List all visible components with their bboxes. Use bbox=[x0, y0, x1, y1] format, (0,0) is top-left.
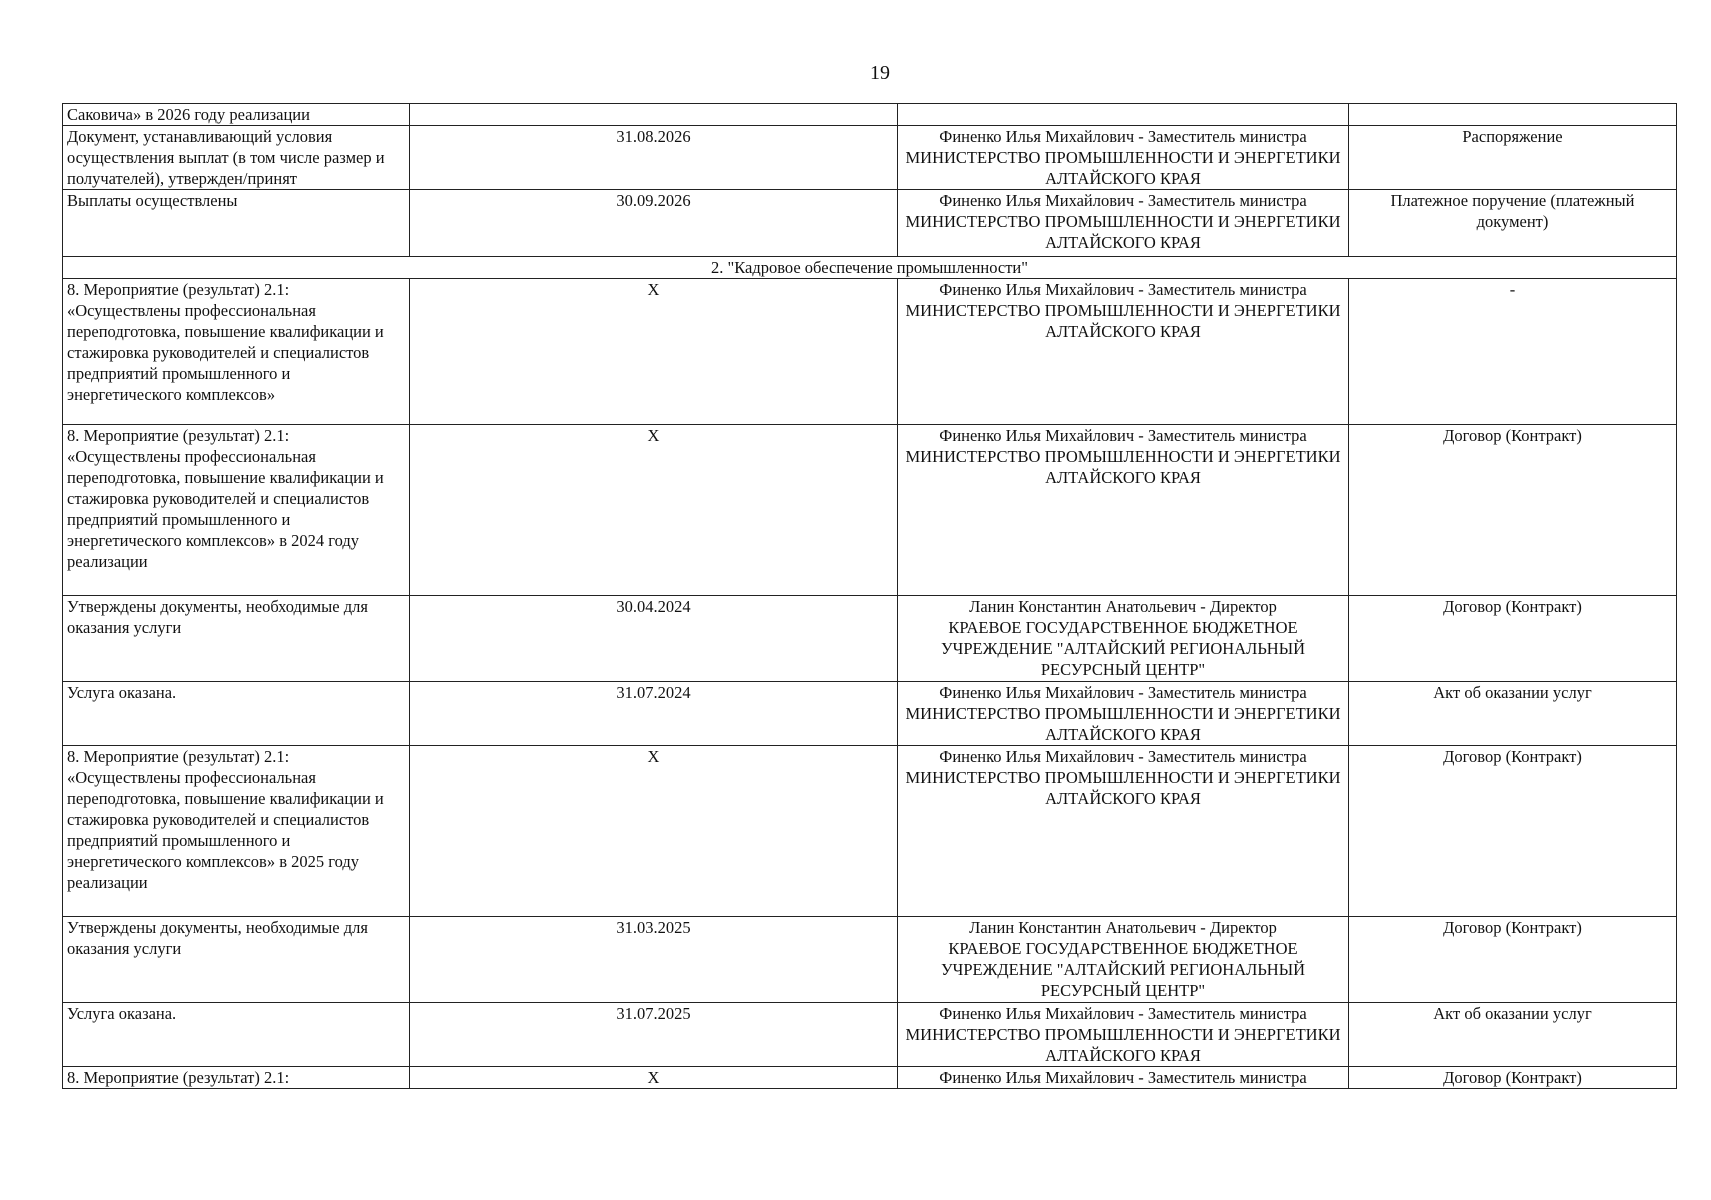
deadline-cell: 30.09.2026 bbox=[410, 190, 898, 257]
event-name-cell: 8. Мероприятие (результат) 2.1: bbox=[63, 1067, 410, 1089]
responsible-person: Финенко Илья Михайлович - Заместитель министра bbox=[939, 1068, 1307, 1087]
event-name-cell: 8. Мероприятие (результат) 2.1: «Осуществлены профессиональная переподготовка, повышение квалификации и стажировка руководителей и специалистов предприятий промышленного и энергетического комплексов» bbox=[63, 279, 410, 425]
responsible-cell bbox=[898, 279, 1349, 425]
deadline-cell: 31.07.2025 bbox=[410, 1003, 898, 1067]
table-row bbox=[63, 1067, 1677, 1089]
responsible-cell bbox=[898, 917, 1349, 1003]
responsible-cell bbox=[898, 104, 1349, 126]
table-row bbox=[63, 126, 1677, 190]
responsible-organization: МИНИСТЕРСТВО ПРОМЫШЛЕННОСТИ И ЭНЕРГЕТИКИ АЛТАЙСКОГО КРАЯ bbox=[905, 447, 1341, 487]
responsible-person: Финенко Илья Михайлович - Заместитель министра bbox=[939, 191, 1307, 210]
event-name-cell: Документ, устанавливающий условия осуществления выплат (в том числе размер и получателей), утвержден/принят bbox=[63, 126, 410, 190]
responsible-person: Ланин Константин Анатольевич - Директор bbox=[969, 597, 1277, 616]
event-name-cell: 8. Мероприятие (результат) 2.1: «Осуществлены профессиональная переподготовка, повышение квалификации и стажировка руководителей и специалистов предприятий промышленного и энергетического комплексов» в 2025 году реализации bbox=[63, 746, 410, 917]
responsible-cell bbox=[898, 746, 1349, 917]
event-name-cell: Саковича» в 2026 году реализации bbox=[63, 104, 410, 126]
event-name-cell: Услуга оказана. bbox=[63, 682, 410, 746]
section-row bbox=[63, 257, 1677, 279]
table-row bbox=[63, 104, 1677, 126]
deadline-cell: 31.07.2024 bbox=[410, 682, 898, 746]
table-row bbox=[63, 425, 1677, 596]
responsible-organization: МИНИСТЕРСТВО ПРОМЫШЛЕННОСТИ И ЭНЕРГЕТИКИ АЛТАЙСКОГО КРАЯ bbox=[905, 301, 1341, 341]
document-type-cell: Акт об оказании услуг bbox=[1349, 1003, 1677, 1067]
table-row bbox=[63, 279, 1677, 425]
deadline-cell: 31.03.2025 bbox=[410, 917, 898, 1003]
responsible-organization: КРАЕВОЕ ГОСУДАРСТВЕННОЕ БЮДЖЕТНОЕ УЧРЕЖДЕНИЕ "АЛТАЙСКИЙ РЕГИОНАЛЬНЫЙ РЕСУРСНЫЙ ЦЕНТР" bbox=[940, 618, 1306, 679]
responsible-person: Финенко Илья Михайлович - Заместитель министра bbox=[939, 127, 1307, 146]
responsible-organization: МИНИСТЕРСТВО ПРОМЫШЛЕННОСТИ И ЭНЕРГЕТИКИ АЛТАЙСКОГО КРАЯ bbox=[905, 212, 1341, 252]
document-type-cell: Договор (Контракт) bbox=[1349, 1067, 1677, 1089]
section-title: 2. "Кадровое обеспечение промышленности" bbox=[63, 257, 1677, 279]
document-type-cell: Распоряжение bbox=[1349, 126, 1677, 190]
responsible-organization: КРАЕВОЕ ГОСУДАРСТВЕННОЕ БЮДЖЕТНОЕ УЧРЕЖДЕНИЕ "АЛТАЙСКИЙ РЕГИОНАЛЬНЫЙ РЕСУРСНЫЙ ЦЕНТР" bbox=[940, 939, 1306, 1000]
responsible-cell bbox=[898, 1003, 1349, 1067]
responsible-organization: МИНИСТЕРСТВО ПРОМЫШЛЕННОСТИ И ЭНЕРГЕТИКИ АЛТАЙСКОГО КРАЯ bbox=[905, 768, 1341, 808]
deadline-cell: 30.04.2024 bbox=[410, 596, 898, 682]
responsible-organization: МИНИСТЕРСТВО ПРОМЫШЛЕННОСТИ И ЭНЕРГЕТИКИ АЛТАЙСКОГО КРАЯ bbox=[905, 1025, 1341, 1065]
document-type-cell: Договор (Контракт) bbox=[1349, 425, 1677, 596]
table-row bbox=[63, 746, 1677, 917]
document-type-cell: - bbox=[1349, 279, 1677, 425]
responsible-organization: МИНИСТЕРСТВО ПРОМЫШЛЕННОСТИ И ЭНЕРГЕТИКИ АЛТАЙСКОГО КРАЯ bbox=[905, 704, 1341, 744]
event-name-cell: Услуга оказана. bbox=[63, 1003, 410, 1067]
document-type-cell: Акт об оказании услуг bbox=[1349, 682, 1677, 746]
plan-table bbox=[62, 103, 1677, 1089]
responsible-person: Финенко Илья Михайлович - Заместитель министра bbox=[939, 683, 1307, 702]
responsible-person: Финенко Илья Михайлович - Заместитель министра bbox=[939, 1004, 1307, 1023]
responsible-cell bbox=[898, 126, 1349, 190]
deadline-cell: X bbox=[410, 1067, 898, 1089]
event-name-cell: Выплаты осуществлены bbox=[63, 190, 410, 257]
event-name-cell: Утверждены документы, необходимые для оказания услуги bbox=[63, 596, 410, 682]
responsible-person: Финенко Илья Михайлович - Заместитель министра bbox=[939, 280, 1307, 299]
responsible-person: Финенко Илья Михайлович - Заместитель министра bbox=[939, 747, 1307, 766]
page-number: 19 bbox=[870, 62, 890, 84]
table-row bbox=[63, 682, 1677, 746]
deadline-cell: X bbox=[410, 425, 898, 596]
document-type-cell: Договор (Контракт) bbox=[1349, 596, 1677, 682]
responsible-person: Ланин Константин Анатольевич - Директор bbox=[969, 918, 1277, 937]
responsible-cell bbox=[898, 190, 1349, 257]
deadline-cell bbox=[410, 104, 898, 126]
responsible-cell bbox=[898, 1067, 1349, 1089]
responsible-cell bbox=[898, 425, 1349, 596]
responsible-cell bbox=[898, 682, 1349, 746]
table-row bbox=[63, 596, 1677, 682]
deadline-cell: 31.08.2026 bbox=[410, 126, 898, 190]
document-type-cell bbox=[1349, 104, 1677, 126]
responsible-person: Финенко Илья Михайлович - Заместитель министра bbox=[939, 426, 1307, 445]
table-row bbox=[63, 190, 1677, 257]
event-name-cell: 8. Мероприятие (результат) 2.1: «Осуществлены профессиональная переподготовка, повышение квалификации и стажировка руководителей и специалистов предприятий промышленного и энергетического комплексов» в 2024 году реализации bbox=[63, 425, 410, 596]
document-type-cell: Договор (Контракт) bbox=[1349, 746, 1677, 917]
table-row bbox=[63, 917, 1677, 1003]
table-row bbox=[63, 1003, 1677, 1067]
document-type-cell: Платежное поручение (платежный документ) bbox=[1349, 190, 1677, 257]
event-name-cell: Утверждены документы, необходимые для оказания услуги bbox=[63, 917, 410, 1003]
deadline-cell: X bbox=[410, 279, 898, 425]
responsible-organization: МИНИСТЕРСТВО ПРОМЫШЛЕННОСТИ И ЭНЕРГЕТИКИ АЛТАЙСКОГО КРАЯ bbox=[905, 148, 1341, 188]
deadline-cell: X bbox=[410, 746, 898, 917]
responsible-cell bbox=[898, 596, 1349, 682]
document-type-cell: Договор (Контракт) bbox=[1349, 917, 1677, 1003]
